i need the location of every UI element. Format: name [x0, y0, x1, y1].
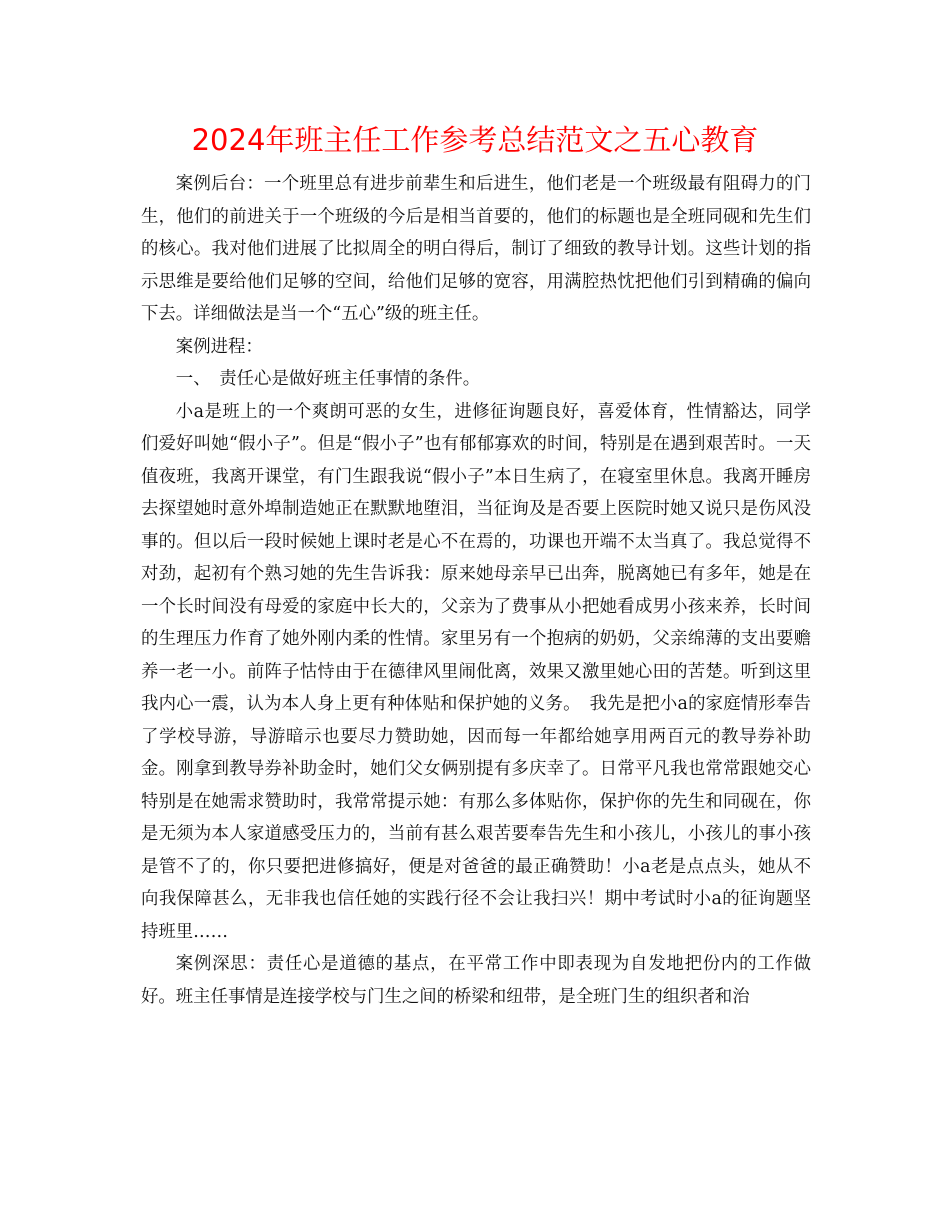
paragraph-background: 案例后台：一个班里总有进步前辈生和后进生，他们老是一个班级最有阻碍力的门生，他们的前进关于一个班级的今后是相当首要的，他们的标题也是全班同砚和先生们的核心。我对他们进展了比拟周全的明白得后，制订了细致的教导计划。这些计划的指示思维是要给他们足够的空间，给他们足够的宽容，用满腔热忱把他们引到精确的偏向下去。详细做法是当一个“五心”级的班主任。 [141, 174, 811, 324]
paragraph-process-label: 案例进程： [175, 336, 263, 357]
paragraph-case-story: 小a是班上的一个爽朗可恶的女生，进修征询题良好，喜爱体育，性情豁达，同学们爱好叫她“假小子”。但是“假小子”也有郁郁寡欢的时间，特别是在遇到艰苦时。一天值夜班，我离开课堂，有门生跟我说“假小子”本日生病了，在寝室里休息。我离开睡房去探望她时意外埠制造她正在默默地堕泪，当征询及是否要上医院时她又说只是伤风没事的。但以后一段时候她上课时老是心不在焉的，功课也开端不太当真了。我总觉得不对劲，起初有个熟习她的先生告诉我：原来她母亲早已出奔，脱离她已有多年，她是在一个长时间没有母爱的家庭中长大的，父亲为了费事从小把她看成男小孩来养，长时间的生理压力作育了她外刚内柔的性情。家里另有一个抱病的奶奶，父亲绵薄的支出要赡养一老一小。前阵子怙恃由于在德律风里闹仳离，效果又激里她心田的苦楚。听到这里我内心一震，认为本人身上更有种体贴和保护她的义务。 我先是把小a的家庭情形奉告了学校导游，导游暗示也要尽力赞助她，因而每一年都给她享用两百元的教导券补助金。刚拿到教导券补助金时，她们父女俩别提有多庆幸了。日常平凡我也常常跟她交心特别是在她需求赞助时，我常常提示她：有那么多体贴你，保护你的先生和同砚在，你是无须为本人家道感受压力的，当前有甚么艰苦要奉告先生和小孩儿，小孩儿的事小孩是管不了的，你只要把进修搞好，便是对爸爸的最正确赞助！小a老是点点头，她从不向我保障甚么，无非我也信任她的实践行径不会让我扫兴！期中考试时小a的征询题坚持班里…… [141, 401, 811, 942]
paragraph-reflection: 案例深思：责任心是道德的基点，在平常工作中即表现为自发地把份内的工作做好。班主任事情是连接学校与门生之间的桥梁和纽带，是全班门生的组织者和治 [141, 954, 811, 1007]
document-title: 2024年班主任工作参考总结范文之五心教育 [191, 123, 759, 157]
document-body [141, 168, 811, 1013]
paragraph-section-one: 一、 责任心是做好班主任事情的条件。 [175, 369, 481, 389]
